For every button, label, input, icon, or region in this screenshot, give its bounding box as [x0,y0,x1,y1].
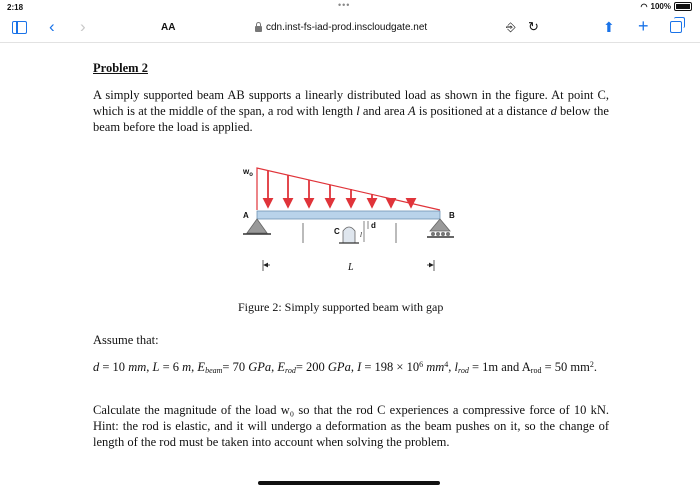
roller-support-b [430,219,450,231]
label-l-small: l [360,231,362,239]
multitasking-dots[interactable]: ••• [338,0,351,10]
label-b: B [449,211,455,220]
problem-intro: A simply supported beam AB supports a linearly distributed load as shown in the figure. At point C, which is at the middle of the span, a rod with length l and area A is positioned at a distance d below the beam before the load is applied. [93,88,609,134]
given-values: d = 10 mm, L = 6 m, $E_{beam}= 70$ GPa, $E_{rod}= 200$ GPa, $I = 198 \times 10^6$ $mm^4$, $l_{rod} = 1m$ and $A_{rod} = 50$ $mm^2$. [93,360,597,375]
back-icon[interactable]: ‹ [49,17,55,36]
problem-title: Problem 2 [93,61,148,75]
load-label: $w_o$ [243,167,253,178]
wifi-icon: ◠ [640,2,648,11]
beam [257,211,440,219]
home-indicator[interactable] [258,481,440,485]
address-bar[interactable] [255,22,427,33]
pin-support-a [247,219,267,233]
browser-toolbar [0,14,700,42]
url-text: cdn.inst-fs-iad-prod.inscloudgate.net [266,22,428,33]
reload-icon[interactable]: ↻ [528,19,539,34]
load-outline [257,168,440,210]
sidebar-icon[interactable] [12,21,27,34]
status-right [641,2,692,11]
tabs-icon[interactable] [670,21,682,33]
reader-icon[interactable]: ⎆ [506,20,516,34]
load-arrows [268,171,411,207]
rod-c [343,227,355,243]
plus-icon[interactable]: + [638,16,649,36]
label-span: L [348,262,354,273]
question-text: Calculate the magnitude of the load w₀ so that the rod C experiences a compressive force of 10 kN. Hint: the rod is elastic, and it will undergo a deformation as the beam pushes on it, so the change of length of the rod must be taken into account when solving the problem. [93,403,609,449]
assume-text: Assume that: [93,333,159,347]
battery-icon [674,2,692,11]
label-d: d [371,221,376,230]
status-bar [0,0,700,14]
share-icon[interactable]: ⬆ [603,19,615,35]
label-a: A [243,211,249,220]
beam-figure [233,163,468,283]
status-time: 2:18 [7,3,24,12]
rollers [431,232,450,236]
beam-diagram [233,163,468,283]
label-c: C [334,227,340,236]
figure-caption: Figure 2: Simply supported beam with gap [238,300,444,314]
lock-icon [255,26,262,32]
forward-icon[interactable]: › [80,17,86,36]
text-size-button[interactable]: AA [161,22,176,33]
battery-percent: 100% [650,2,671,11]
toolbar-divider [0,42,700,43]
